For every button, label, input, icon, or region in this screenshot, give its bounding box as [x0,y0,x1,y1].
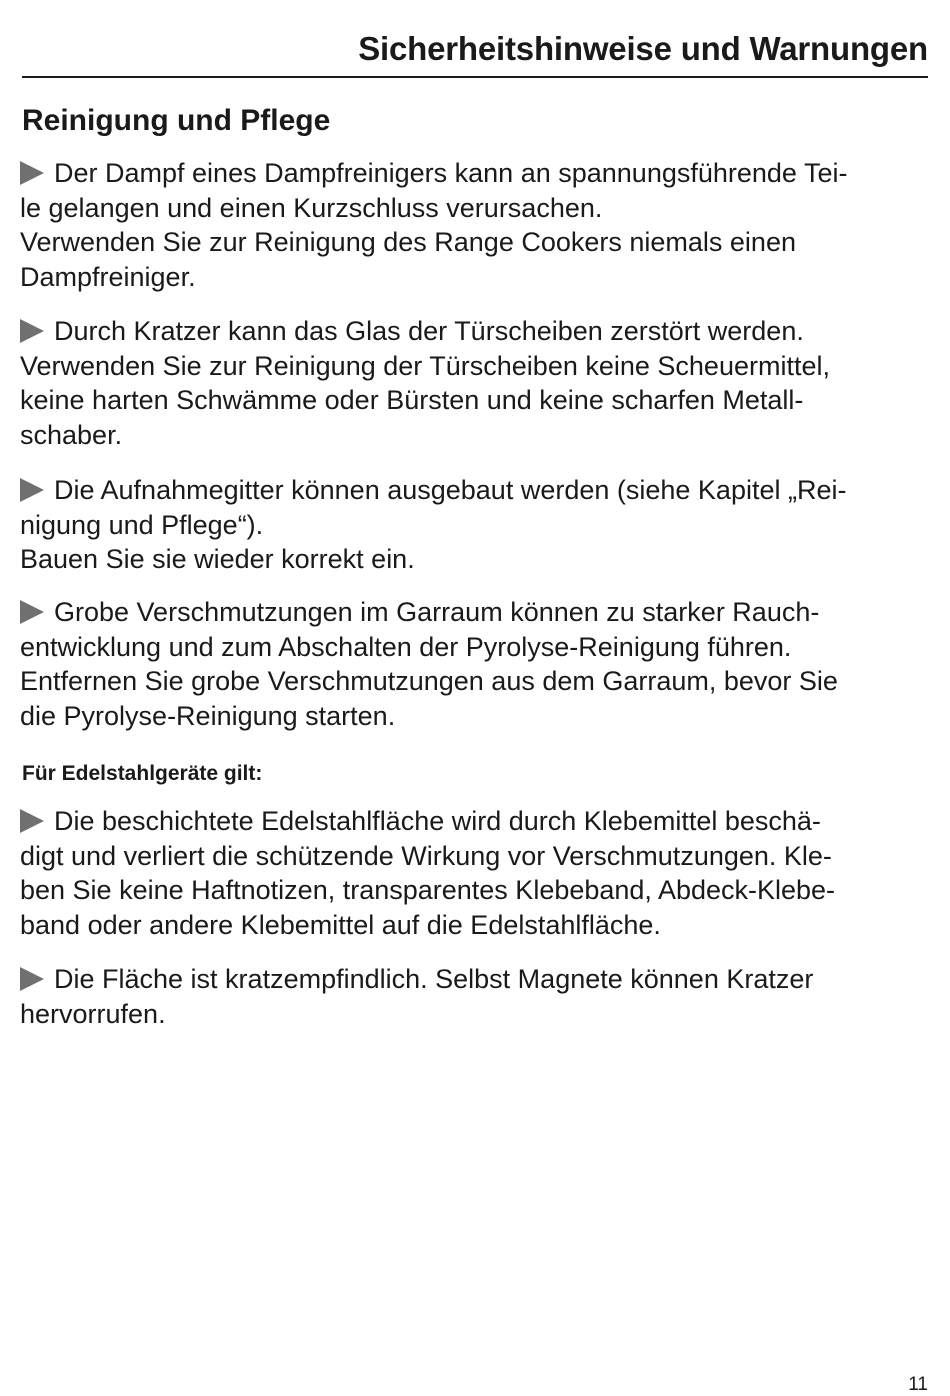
section-title: Reinigung und Pflege [22,104,331,137]
paragraph-line: ben Sie keine Haftnotizen, transparentes Klebeband, Abdeck-Klebe- [20,875,836,906]
triangle-right-icon [20,478,44,502]
paragraph-line: Die beschichtete Edelstahlfläche wird durch Klebemittel beschä- [54,806,821,836]
paragraph-line: entwicklung und zum Abschalten der Pyrolyse-Reinigung führen. [20,631,792,662]
triangle-right-icon [20,319,44,343]
triangle-right-icon [20,809,44,833]
page-number: 11 [908,1374,928,1395]
paragraph-line: schaber. [20,420,123,451]
subheading: Für Edelstahlgeräte gilt: [22,762,263,785]
paragraph-line: Bauen Sie sie wieder korrekt ein. [20,544,415,575]
paragraph-line: nigung und Pflege“). [20,509,264,540]
paragraph-line: die Pyrolyse-Reinigung starten. [20,701,396,732]
paragraph-line: Durch Kratzer kann das Glas der Türscheiben zerstört werden. [54,316,804,346]
header-title: Sicherheitshinweise und Warnungen [358,30,928,67]
paragraph-line: Verwenden Sie zur Reinigung des Range Cookers niemals einen [20,227,796,258]
triangle-right-icon [20,161,44,185]
triangle-right-icon [20,967,44,991]
paragraph-line: Verwenden Sie zur Reinigung der Türscheiben keine Scheuermittel, [20,350,830,381]
warning-paragraph [20,314,930,453]
paragraph-line: hervorrufen. [20,998,166,1029]
warning-paragraph [20,473,930,577]
warning-paragraph [20,962,930,1031]
warning-paragraph [20,804,930,943]
paragraph-line: Der Dampf eines Dampfreinigers kann an spannungsführende Tei- [54,158,848,188]
paragraph-line: Entfernen Sie grobe Verschmutzungen aus dem Garraum, bevor Sie [20,666,838,697]
page-header [22,28,928,78]
warning-paragraph [20,156,930,295]
paragraph-line: le gelangen und einen Kurzschluss verursachen. [20,192,603,223]
paragraph-line: Grobe Verschmutzungen im Garraum können zu starker Rauch- [54,597,820,627]
paragraph-line: Die Fläche ist kratzempfindlich. Selbst Magnete können Kratzer [54,964,814,994]
warning-paragraph [20,595,930,734]
paragraph-line: Die Aufnahmegitter können ausgebaut werden (siehe Kapitel „Rei- [54,475,847,505]
paragraph-line: digt und verliert die schützende Wirkung vor Verschmutzungen. Kle- [20,840,832,871]
paragraph-line: keine harten Schwämme oder Bürsten und keine scharfen Metall- [20,385,804,416]
paragraph-line: band oder andere Klebemittel auf die Edelstahlfläche. [20,910,661,941]
triangle-right-icon [20,600,44,624]
paragraph-line: Dampfreiniger. [20,262,196,293]
